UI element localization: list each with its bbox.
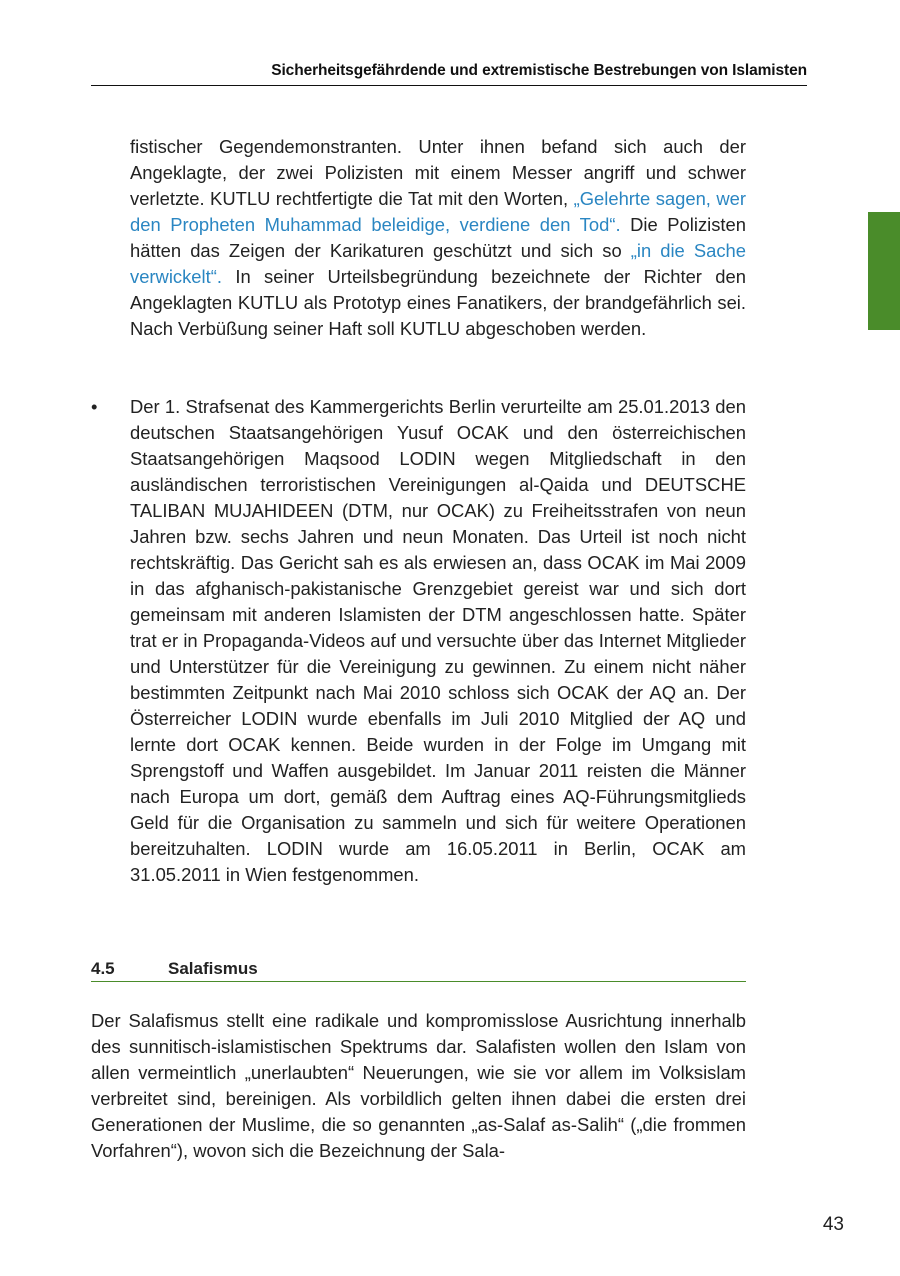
paragraph-text: fistischer Gegendemonstranten. Unter ihnen befand sich auch der Angeklagte, der zwei Polizisten mit einem Messer angriff und schwer verletzte. KUTLU rechtfertigte die Tat mit den Worten, xyxy=(130,136,746,209)
quote-verwickelt: „in die Sache verwickelt“. xyxy=(130,240,746,287)
paragraph-text: Die Polizisten hätten das Zeigen der Karikaturen geschützt und sich so xyxy=(130,214,746,261)
page-number: 43 xyxy=(822,1214,844,1235)
section-number: 4.5 xyxy=(91,959,115,978)
bullet-paragraph-ocak-lodin: Der 1. Strafsenat des Kammergerichts Berlin verurteilte am 25.01.2013 den deutschen Staatsangehörigen Yusuf OCAK und den österreichischen Staatsangehörigen Maqsood LODIN wegen Mitgliedschaft in den ausländischen terroristischen Vereinigungen al-Qaida und DEUTSCHE TALIBAN MUJAHIDEEN (DTM, nur OCAK) zu Freiheitsstrafen von neun Jahren bzw. sechs Jahren und neun Monaten. Das Urteil ist noch nicht rechtskräftig. Das Gericht sah es als erwiesen an, dass OCAK im Mai 2009 in das afghanisch-pakistanische Grenzgebiet gereist war und sich dort gemeinsam mit anderen Islamisten der DTM angeschlossen hatte. Später trat er in Propaganda-Videos auf und versuchte über das Internet Mitglieder und Unterstützer für die Vereinigung zu gewinnen. Zu einem nicht näher bestimmten Zeitpunkt nach Mai 2010 schloss sich OCAK der AQ an. Der Österreicher LODIN wurde ebenfalls im Juli 2010 Mitglied der AQ und lernte dort OCAK kennen. Beide wurden in der Folge im Umgang mit Sprengstoff und Waffen ausgebildet. Im Januar 2011 reisten die Männer nach Europa um dort, gemäß dem Auftrag eines AQ-Führungsmitglieds Geld für die Organisation zu sammeln und sich für weitere Operationen bereitzuhalten. LODIN wurde am 16.05.2011 in Berlin, OCAK am 31.05.2011 in Wien festgenommen. xyxy=(130,396,746,885)
chapter-side-tab xyxy=(868,212,900,330)
bullet-marker: • xyxy=(91,396,98,417)
section-rule xyxy=(91,981,746,982)
header-rule xyxy=(91,85,807,86)
section-heading xyxy=(91,958,746,980)
paragraph-text: In seiner Urteilsbegründung bezeichnete der Richter den Angeklagten KUTLU als Prototyp eines Fanatikers, der brandgefährlich sei. Nach Verbüßung seiner Haft soll KUTLU abgeschoben werden. xyxy=(130,266,746,339)
paragraph-kutlu xyxy=(130,134,746,342)
quote-gelehrte: „Gelehrte sagen, wer den Propheten Muhammad beleidige, verdiene den Tod“. xyxy=(130,188,746,235)
paragraph-salafismus: Der Salafismus stellt eine radikale und kompromisslose Ausrichtung innerhalb des sunnitisch-islamistischen Spektrums dar. Salafisten wollen den Islam von allen vermeintlich „unerlaubten“ Neuerungen, wie sie vor allem im Volksislam verbreitet sind, bereinigen. Als vorbildlich gelten ihnen dabei die ersten drei Generationen der Muslime, die so genannten „as-Salaf as-Salih“ („die frommen Vorfahren“), wovon sich die Bezeichnung der Sala- xyxy=(91,1010,746,1161)
section-title: Salafismus xyxy=(168,959,258,978)
running-header: Sicherheitsgefährdende und extremistische Bestrebungen von Islamisten xyxy=(271,62,807,79)
